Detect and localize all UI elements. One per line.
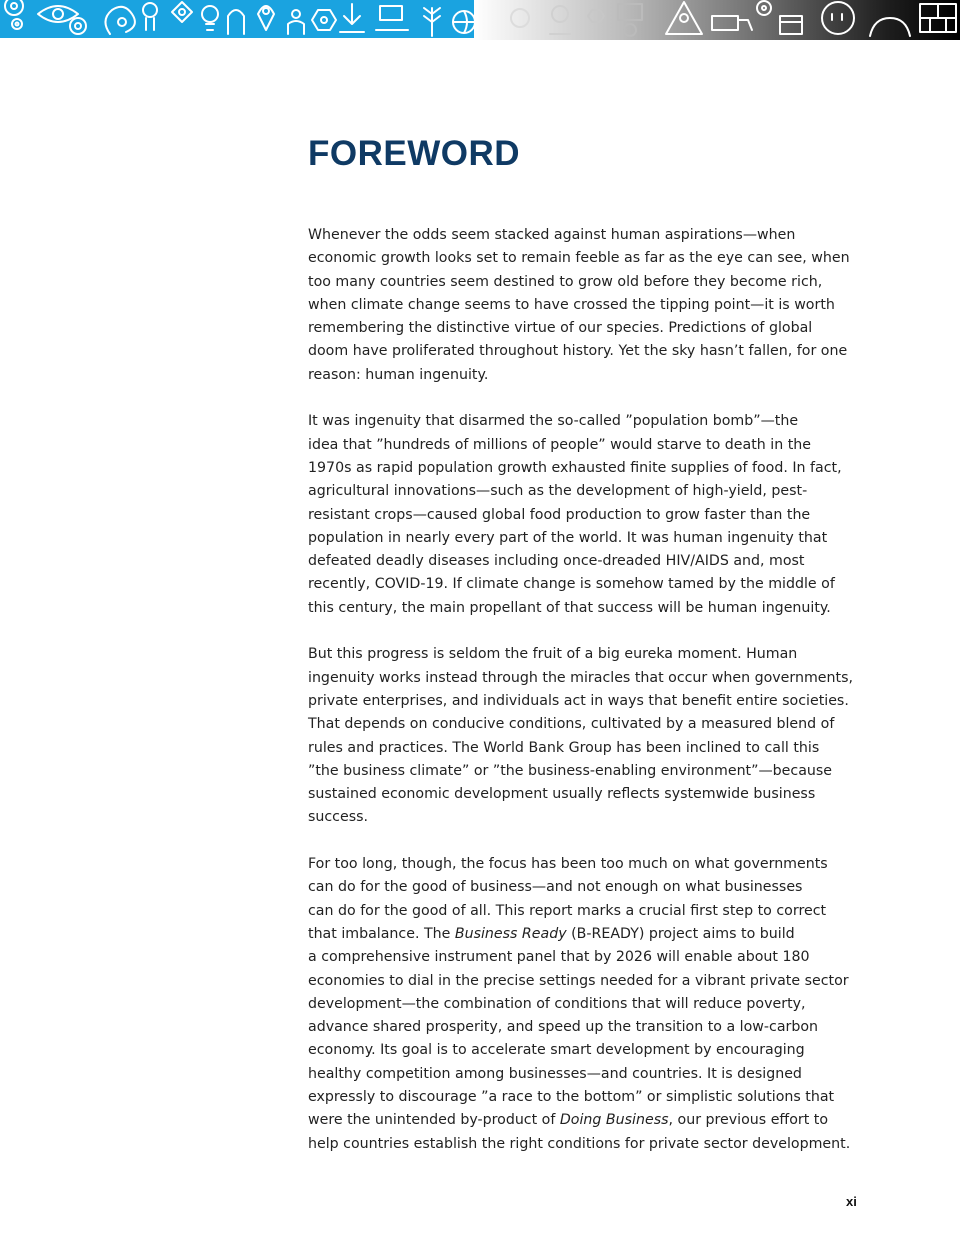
text-line: when climate change seems to have crossed the tipping point—it is worth xyxy=(308,296,835,313)
text-line: population in nearly every part of the world. It was human ingenuity that xyxy=(308,529,828,546)
text-line: remembering the distinctive virtue of our species. Predictions of global xyxy=(308,320,813,337)
diamond-icon xyxy=(172,2,192,22)
lightbulb-icon xyxy=(202,6,218,30)
text-segment: (B-READY) project aims to build xyxy=(566,925,795,942)
hexagon-icon xyxy=(588,10,604,22)
text-line: That depends on conducive conditions, cultivated by a measured blend of xyxy=(308,716,835,733)
text-line: can do for the good of business—and not enough on what businesses xyxy=(308,879,803,896)
text-line: recently, COVID-19. If climate change is somehow tamed by the middle of xyxy=(308,576,835,593)
text-line: resistant crops—caused global food production to grow faster than the xyxy=(308,506,811,523)
text-segment: were the unintended by-product of xyxy=(308,1112,560,1129)
hexagon-nut-icon xyxy=(312,10,336,30)
text-line: economy. Its goal is to accelerate smart development by encouraging xyxy=(308,1042,805,1059)
page-title: FOREWORD xyxy=(308,134,521,173)
target-icon xyxy=(757,1,771,15)
gear-icon xyxy=(70,18,86,34)
laptop-user-icon xyxy=(376,6,408,30)
text-line: development—the combination of conditions that will reduce poverty, xyxy=(308,995,806,1012)
text-line xyxy=(308,1109,864,1132)
text-line: reason: human ingenuity. xyxy=(308,366,489,383)
printer-icon xyxy=(618,4,642,36)
text-line: economies to dial in the precise settings needed for a vibrant private sector xyxy=(308,972,849,989)
text-segment: , our previous effort to xyxy=(668,1112,829,1129)
box-icon xyxy=(780,16,802,34)
text-line: too many countries seem destined to grow old before they become rich, xyxy=(308,273,823,290)
text-line: doom have proliferated throughout history. Yet the sky hasn’t fallen, for one xyxy=(308,343,848,360)
text-line: this century, the main propellant of that success will be human ingenuity. xyxy=(308,599,831,616)
gear-icon xyxy=(5,0,23,15)
text-line: Whenever the odds seem stacked against human aspirations—when xyxy=(308,227,796,243)
text-line: It was ingenuity that disarmed the so-called ”population bomb”—the xyxy=(308,413,799,430)
foreword-body xyxy=(308,224,864,1179)
text-line: For too long, though, the focus has been too much on what governments xyxy=(308,856,828,873)
warning-triangle-icon xyxy=(666,2,702,34)
italic-title: Business Ready xyxy=(454,925,567,942)
truck-icon xyxy=(712,16,752,30)
gear-icon xyxy=(511,9,529,27)
paragraph xyxy=(308,410,864,620)
person-icon xyxy=(288,10,304,34)
banner-icon-pattern xyxy=(0,0,960,40)
text-line: economic growth looks set to remain feeble as far as the eye can see, when xyxy=(308,250,850,267)
target-icon xyxy=(12,19,22,29)
text-line: private enterprises, and individuals act in ways that benefit entire societies. xyxy=(308,692,849,709)
paragraph xyxy=(308,224,864,387)
text-line: But this progress is seldom the fruit of a big eureka moment. Human xyxy=(308,646,798,663)
text-line: expressly to discourage ”a race to the bottom” or simplistic solutions that xyxy=(308,1088,835,1105)
text-line: success. xyxy=(308,809,369,826)
worker-icon xyxy=(550,6,570,34)
wheat-icon xyxy=(424,8,440,36)
paragraph xyxy=(308,853,864,1156)
globe-icon xyxy=(453,11,475,33)
magnet-icon xyxy=(228,10,244,34)
page-number: xi xyxy=(846,1194,857,1209)
bulb-icon xyxy=(143,3,157,30)
text-line: defeated deadly diseases including once-dreaded HIV/AIDS and, most xyxy=(308,553,805,570)
paragraph xyxy=(308,643,864,829)
text-line: idea that ”hundreds of millions of people” would starve to death in the xyxy=(308,436,811,453)
speech-bubble-icon xyxy=(822,2,854,34)
text-line: sustained economic development usually reflects systemwide business xyxy=(308,786,816,803)
text-line: help countries establish the right conditions for private sector development. xyxy=(308,1135,851,1152)
text-line xyxy=(308,923,864,946)
text-segment: that imbalance. The xyxy=(308,925,455,942)
chat-icon xyxy=(870,18,910,36)
text-line: a comprehensive instrument panel that by 2026 will enable about 180 xyxy=(308,949,810,966)
text-line: advance shared prosperity, and speed up the transition to a low-carbon xyxy=(308,1019,819,1036)
header-banner xyxy=(0,0,960,40)
brain-icon xyxy=(105,7,134,34)
text-line: 1970s as rapid population growth exhausted finite supplies of food. In fact, xyxy=(308,459,842,476)
italic-title: Doing Business xyxy=(559,1112,669,1129)
text-line: ”the business climate” or ”the business-enabling environment”—because xyxy=(308,762,833,779)
download-arrow-icon xyxy=(340,4,364,32)
bricks-icon xyxy=(920,4,956,32)
text-line: agricultural innovations—such as the development of high-yield, pest- xyxy=(308,483,808,500)
text-line: can do for the good of all. This report marks a crucial first step to correct xyxy=(308,902,827,919)
text-line: ingenuity works instead through the miracles that occur when governments, xyxy=(308,669,853,686)
text-line: rules and practices. The World Bank Group has been inclined to call this xyxy=(308,739,820,756)
map-pin-icon xyxy=(258,6,274,30)
text-line: healthy competition among businesses—and countries. It is designed xyxy=(308,1065,802,1082)
